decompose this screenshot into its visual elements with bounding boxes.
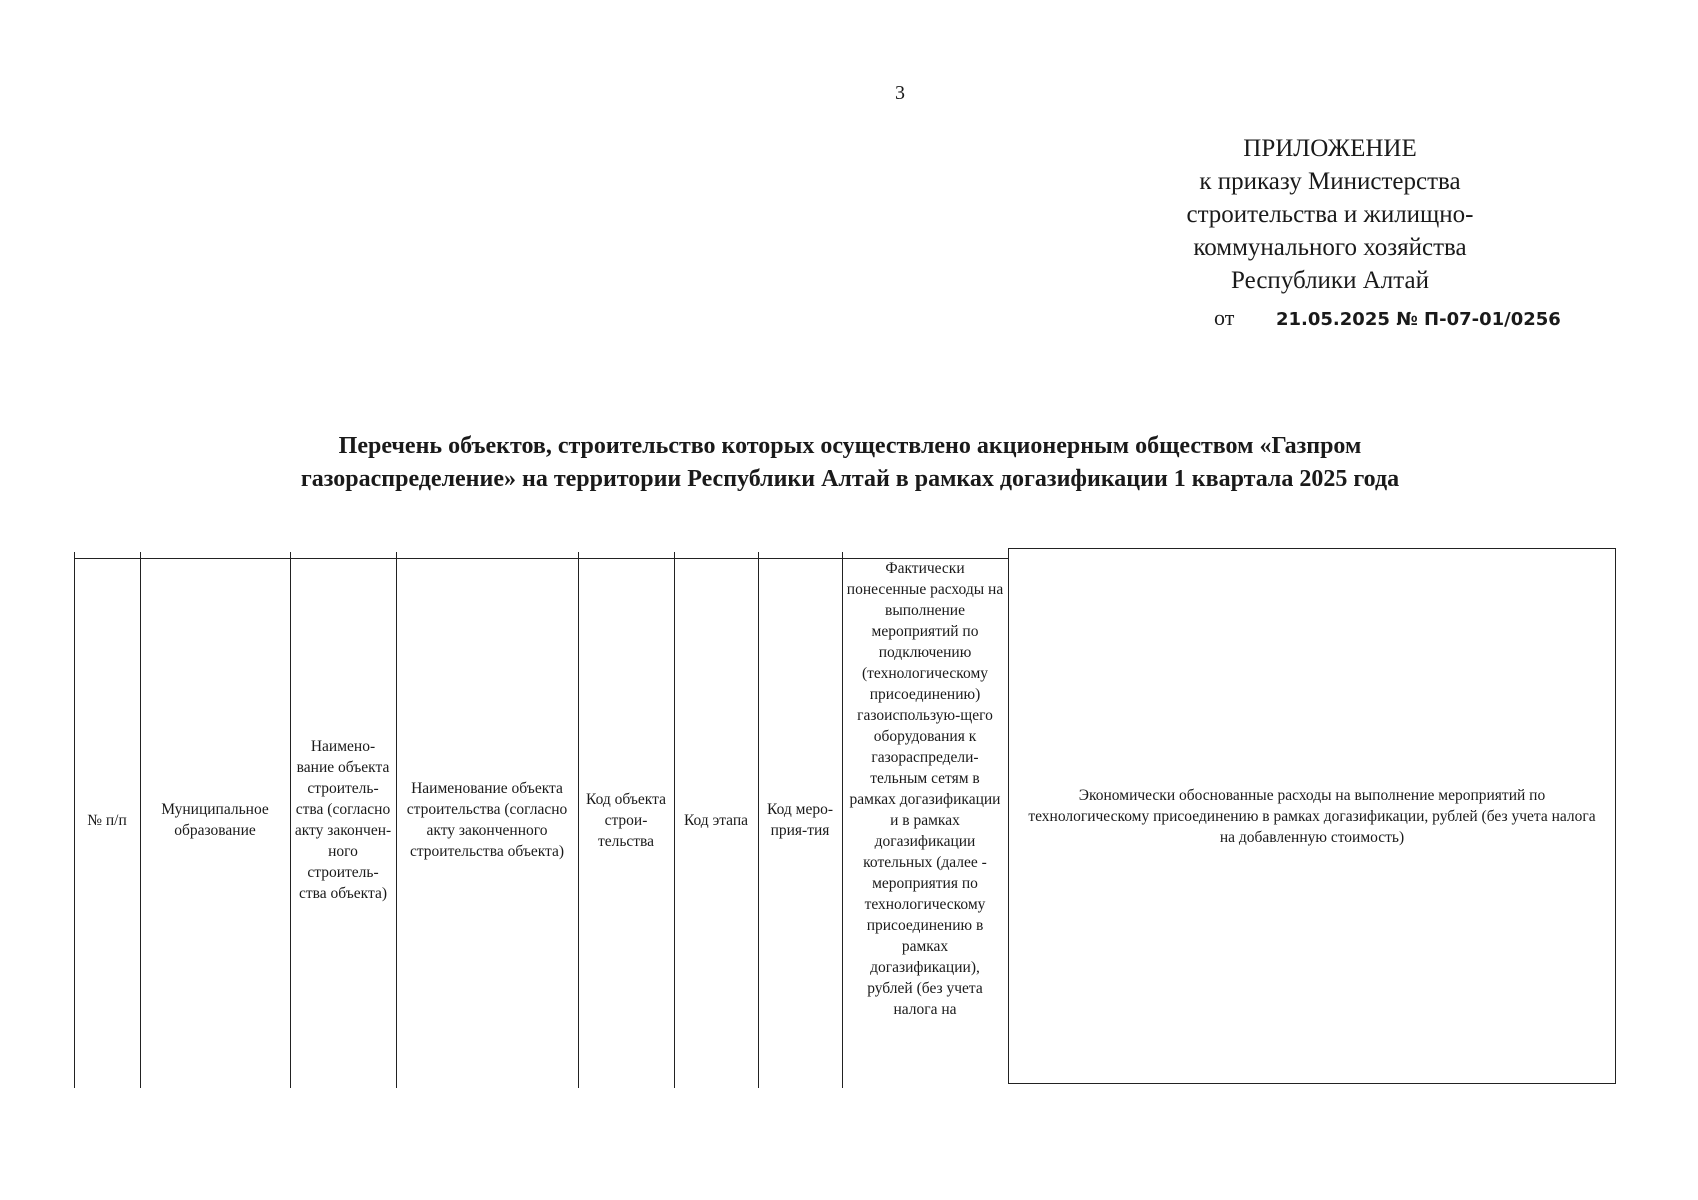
appendix-line: коммунального хозяйства: [1193, 234, 1467, 261]
appendix-line: Республики Алтай: [1231, 267, 1429, 294]
column-header-stage-code: Код этапа: [683, 811, 749, 829]
page-number: 3: [895, 82, 905, 104]
order-date-line: [1214, 305, 1574, 331]
column-header-object-name-short: Наимено-вание объекта строитель-ства (согласно акту закончен-ного строитель-ства объекта): [294, 738, 392, 902]
document-title-line: газораспределение» на территории Республики Алтай в рамках догазификации 1 квартала 2025 года: [300, 466, 1400, 492]
appendix-heading: ПРИЛОЖЕНИЕ: [1243, 135, 1417, 162]
column-header-object-code: Код объекта строи-тельства: [586, 790, 666, 850]
column-header-economic-costs: Экономически обоснованные расходы на выполнение мероприятий по технологическому присоединению в рамках догазификации, рублей (без учета налога на добавленную стоимость): [1008, 548, 1616, 1084]
column-header-event-code: Код меро-прия-тия: [767, 801, 833, 839]
column-header-actual-costs: Фактически понесенные расходы на выполнение мероприятий по подключению (технологическому присоединению) газоиспользую-щего оборудования к газораспредели-тельным сетям в рамках догазификации и в рамках догазификации котельных (далее - мероприятия по технологическому присоединению в рамках догазификации), рублей (без учета налога на: [846, 560, 1004, 1018]
appendix-line: строительства и жилищно-: [1186, 201, 1474, 228]
document-title-line: Перечень объектов, строительство которых осуществлено акционерным обществом «Газпром: [338, 433, 1362, 459]
appendix-block: [1180, 132, 1480, 297]
order-date-prefix: от: [1214, 305, 1235, 330]
column-header-object-name: Наименование объекта строительства (согласно акту законченного строительства объекта): [406, 780, 568, 860]
column-header-municipality: Муниципальное образование: [161, 801, 269, 839]
order-date-number: 21.05.2025 № П-07-01/0256: [1276, 309, 1561, 330]
column-header-num: № п/п: [87, 811, 127, 829]
document-title: [150, 430, 1550, 496]
appendix-line: к приказу Министерства: [1199, 168, 1461, 195]
table-header: [74, 552, 1616, 1088]
